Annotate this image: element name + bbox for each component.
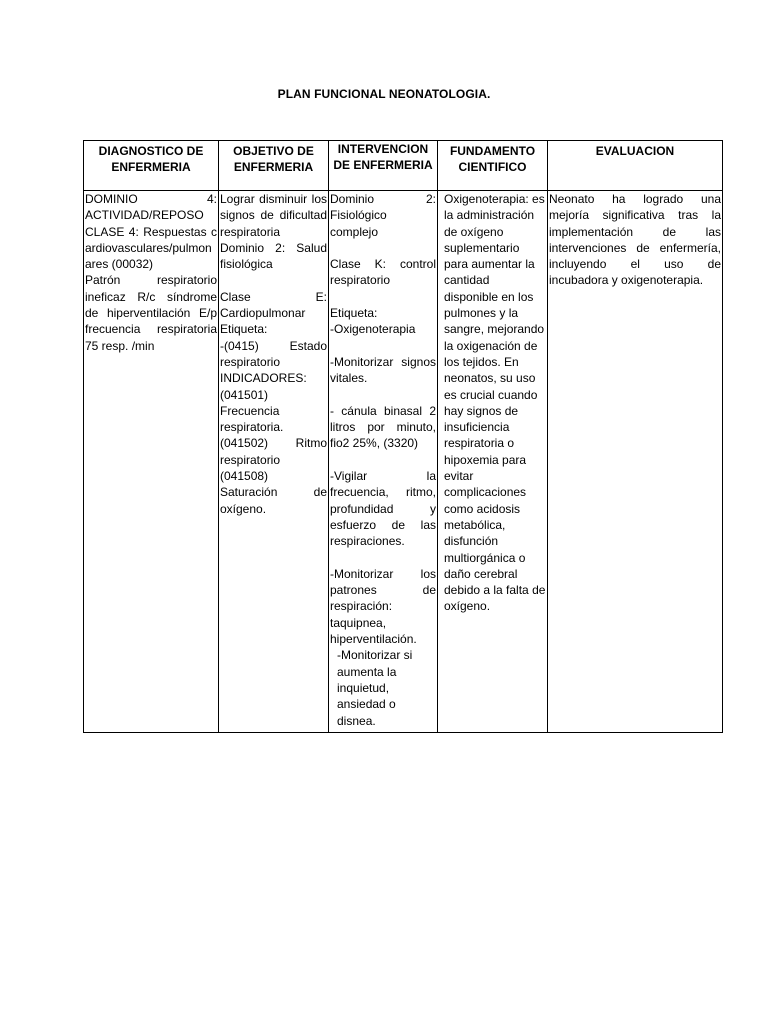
intervencion-etiqueta: Etiqueta:	[330, 306, 378, 321]
diagnostico-patron: Patrón respiratorio ineficaz R/c síndrome de hiperventilación E/p frecuencia respiratoria 75 resp. /min	[85, 273, 217, 353]
intervencion-oxigenoterapia: -Oxigenoterapia	[330, 322, 416, 337]
diagnostico-clase: CLASE 4: Respuestas cardiovasculares/pulmonares (00032)	[85, 224, 217, 272]
header-fundamento: FUNDAMENTO CIENTIFICO	[438, 141, 548, 191]
intervencion-dominio: Dominio 2: Fisiológico complejo	[330, 192, 436, 239]
cell-evaluacion	[548, 191, 723, 733]
cell-intervencion	[329, 191, 438, 733]
intervencion-vigilar: -Vigilar la frecuencia, ritmo, profundidad y esfuerzo de las respiraciones.	[330, 469, 436, 549]
intervencion-signos-vitales: -Monitorizar signos vitales.	[330, 354, 436, 386]
objetivo-estado: -(0415) Estado respiratorio	[220, 338, 327, 369]
objetivo-indicador-2: (041502) Ritmo respiratorio	[220, 436, 327, 467]
header-intervencion: INTERVENCION DE ENFERMERIA	[329, 141, 438, 191]
objetivo-clase: Clase E: Cardiopulmonar	[220, 289, 327, 321]
objetivo-indicador-1: (041501) Frecuencia respiratoria.	[220, 387, 284, 435]
intervencion-patrones: -Monitorizar los patrones de respiración: taquipnea, hiperventilación.	[330, 566, 436, 647]
objetivo-indicador-3: (041508) Saturación de oxígeno.	[220, 469, 327, 516]
intervencion-clase: Clase K: control respiratorio	[330, 257, 436, 288]
evaluacion-text: Neonato ha logrado una mejoría significativa tras la implementación de las intervenciones de enfermería, incluyendo el uso de incubadora y oxigenoterapia.	[549, 192, 721, 288]
header-objetivo: OBJETIVO DE ENFERMERIA	[219, 141, 329, 191]
content-row	[84, 191, 723, 733]
fundamento-text: Oxigenoterapia: es la administración de oxígeno suplementario para aumentar la cantidad disponible en los pulmones y la sangre, mejorando la oxigenación de los tejidos. En neonatos, su uso es crucial cuando hay signos de insuficiencia respiratoria o hipoxemia para evitar complicaciones como acidosis metabólica, disfunción multiorgánica o daño cerebral debido a la falta de oxígeno.	[444, 192, 546, 614]
document-title: PLAN FUNCIONAL NEONATOLOGIA.	[277, 87, 491, 101]
intervencion-canula: - cánula binasal 2 litros por minuto, fio2 25%, (3320)	[330, 403, 436, 451]
cell-objetivo	[219, 191, 329, 733]
header-evaluacion: EVALUACION	[548, 141, 723, 191]
diagnostico-dominio: DOMINIO 4: ACTIVIDAD/REPOSO	[85, 192, 217, 223]
intervencion-inquietud: -Monitorizar si aumenta la inquietud, ansiedad o disnea.	[337, 648, 413, 728]
cell-diagnostico	[84, 191, 219, 733]
objetivo-etiqueta: Etiqueta:	[220, 322, 268, 337]
care-plan-table	[83, 140, 723, 733]
objetivo-indicadores: INDICADORES:	[220, 371, 307, 386]
header-diagnostico: DIAGNOSTICO DE ENFERMERIA	[84, 141, 219, 191]
objetivo-dominio: Dominio 2: Salud fisiológica	[220, 240, 327, 272]
header-row	[84, 141, 723, 191]
cell-fundamento	[438, 191, 548, 733]
objetivo-lograr: Lograr disminuir los signos de dificultad respiratoria	[220, 192, 327, 239]
